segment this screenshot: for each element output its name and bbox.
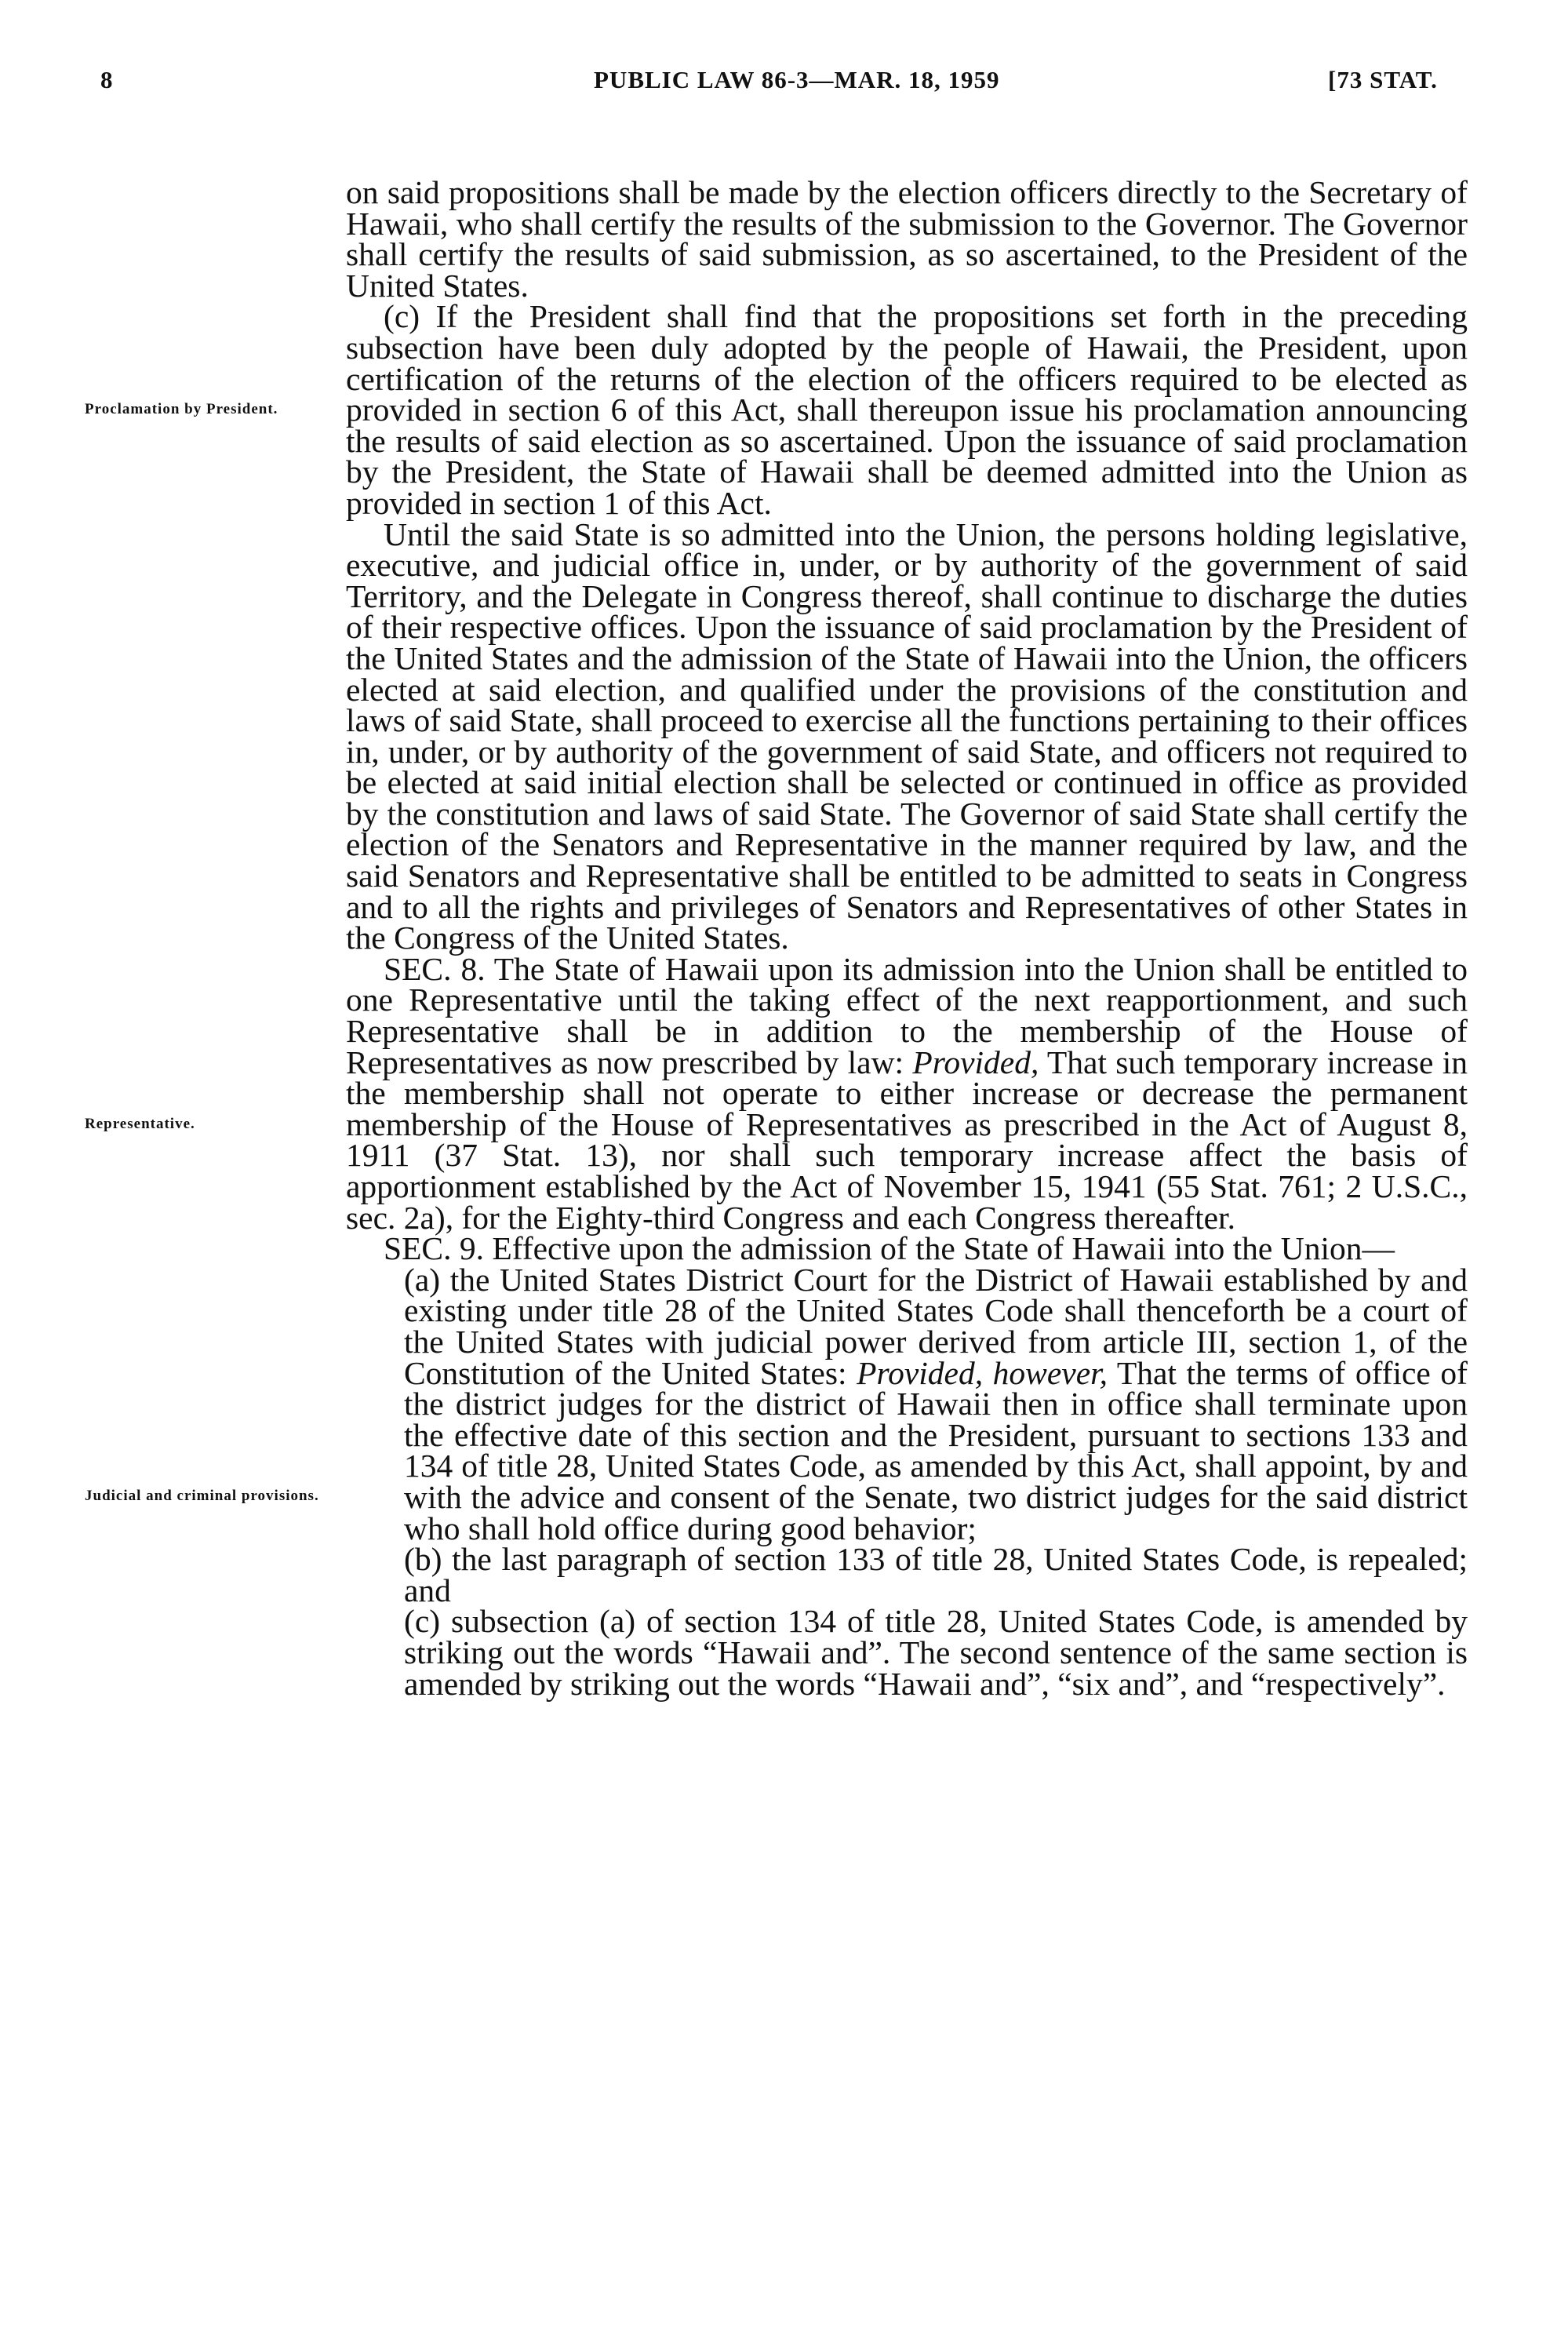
sec-8-provided: Provided,: [912, 1044, 1039, 1080]
running-title: PUBLIC LAW 86-3—MAR. 18, 1959: [594, 66, 1000, 93]
page-header: [0, 66, 1568, 113]
sec-9-a-provided: Provided, however,: [857, 1354, 1108, 1391]
margin-note-proclamation: Proclamation by President.: [85, 401, 278, 417]
sec-9-a-text-cont: That the terms of office of the district judges for the district of Hawaii then in office shall terminate upon the effective date of this section and the President, pursuant to sections 133 and 134 of title 28, United States Code, as amended by this Act, shall appoint, by and with the advice and consent of the Senate, two district judges for the said district who shall hold office during good behavior;: [404, 1354, 1468, 1546]
paragraph-until-admitted: Until the said State is so admitted into the Union, the persons holding legislative, executive, and judicial office in, under, or by authority of the government of said Territory, and the Delegate in Congress thereof, shall continue to discharge the duties of their respective offices. Upon the issuance of said proclamation by the President of the United States and the admission of the State of Hawaii into the Union, the officers elected at said election, and qualified under the provisions of the constitution and laws of said State, shall proceed to exercise all the functions pertaining to their offices in, under, or by authority of the government of said State, and officers not required to be elected at said initial election shall be selected or continued in office as provided by the constitution and laws of said State. The Governor of said State shall certify the election of the Senators and Representative in the manner required by law, and the said Senators and Representative shall be entitled to be admitted to seats in Congress and to all the rights and privileges of Senators and Representatives of other States in the Congress of the United States.: [346, 515, 1468, 956]
paragraph-sec-9: SEC. 9. Effective upon the admission of the State of Hawaii into the Union—: [384, 1230, 1395, 1267]
paragraph-sec-9-c: (c) subsection (a) of section 134 of title 28, United States Code, is amended by striking out the words “Hawaii and”. The second sentence of the same section is amended by striking out the words “Hawaii and”, “six and”, and “respectively”.: [404, 1603, 1468, 1702]
paragraph-continuation: on said propositions shall be made by the election officers directly to the Secretary of Hawaii, who shall certify the results of the submission to the Governor. The Governor shall certify the results of said submission, as so ascertained, to the President of the United States.: [346, 174, 1468, 304]
paragraph-sec-9-b: (b) the last paragraph of section 133 of title 28, United States Code, is repealed; and: [404, 1541, 1468, 1608]
margin-note-representative: Representative.: [85, 1116, 195, 1132]
paragraph-sec-9-a: [346, 1261, 1468, 1546]
page-number: 8: [100, 66, 114, 93]
paragraph-subsection-c: (c) If the President shall find that the propositions set forth in the preceding subsection have been duly adopted by the people of Hawaii, the President, upon certification of the returns of the election of the officers required to be elected as provided in section 6 of this Act, shall thereupon issue his proclamation announcing the results of said election as so ascertained. Upon the issuance of said proclamation by the President, the State of Hawaii shall be deemed admitted into the Union as provided in section 1 of this Act.: [346, 298, 1468, 521]
sec-8-text-cont: That such temporary increase in the membership shall not operate to either increase or decrease the permanent membership of the House of Representatives as prescribed in the Act of August 8, 1911 (37 Stat. 13), nor shall such temporary increase affect the basis of apportionment established by the Act of November 15, 1941 (55 Stat. 761; 2 U.S.C., sec. 2a), for the Eighty-third Congress and each Congress thereafter.: [346, 1044, 1468, 1236]
sec-8-text: SEC. 8. The State of Hawaii upon its admission into the Union shall be entitled to one Representative until the taking effect of the next reapportionment, and such Representative shall be in addition to the membership of the House of Representatives as now prescribed by law:: [346, 950, 1468, 1080]
paragraph-sec-8: [346, 950, 1468, 1236]
margin-note-judicial: Judicial and criminal provisions.: [85, 1488, 319, 1504]
sec-9-a-text: (a) the United States District Court for the District of Hawaii established by and existing under title 28 of the United States Code shall thenceforth be a court of the United States with judicial power derived from article III, section 1, of the Constitution of the United States:: [404, 1261, 1468, 1391]
statute-reference: [73 STAT.: [1328, 66, 1438, 93]
body-text: [346, 174, 1468, 1702]
